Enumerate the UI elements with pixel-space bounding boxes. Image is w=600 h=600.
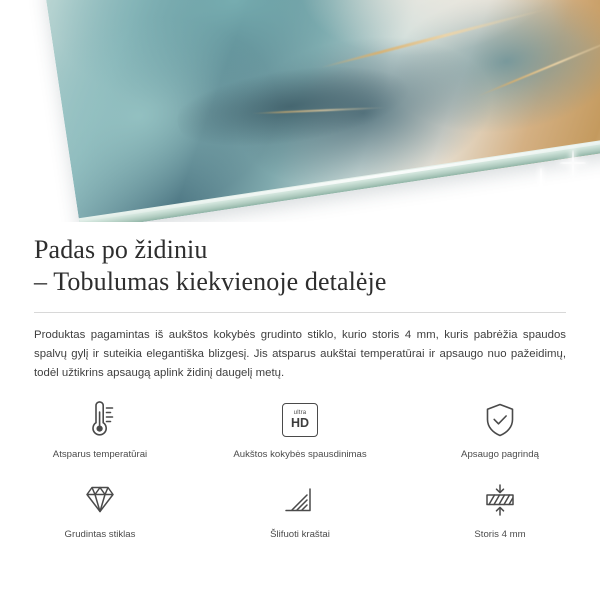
- headline-line-2: – Tobulumas kiekvienoje detalėje: [34, 267, 387, 296]
- feature-label: Atsparus temperatūrai: [52, 449, 148, 460]
- marble-dark-swirl: [169, 24, 468, 180]
- badge-top-text: ultra: [293, 410, 307, 417]
- content-block: [0, 222, 600, 383]
- feature-label: Storis 4 mm: [474, 529, 526, 540]
- glass-panel: [44, 0, 600, 222]
- sparkle-icon: [548, 196, 566, 214]
- feature-item-surface-protection: [400, 398, 600, 478]
- description-text: Produktas pagamintas iš aukštos kokybės grudinto stiklo, kurio storis 4 mm, kuris pabrėžia spaudos spalvų gylį ir suteikia elegantiška blizgesį. Jis atsparus aukštai temperatūrai ir apsaugo nuo pažeidimų, todėl užtikrins apsaugą aplink židinį daugelį metų.: [34, 329, 566, 379]
- gold-vein: [476, 34, 600, 98]
- sparkle-icon: [520, 168, 562, 210]
- polished-edge-icon: [280, 478, 320, 522]
- feature-label: Šlifuoti kraštai: [270, 529, 330, 540]
- thickness-arrows-icon: [480, 478, 520, 522]
- feature-item-print-quality: [200, 398, 400, 478]
- ultra-hd-badge-icon: [282, 398, 318, 442]
- headline-line-1: Padas po židiniu: [34, 235, 208, 264]
- hero-image: [0, 0, 600, 222]
- feature-label: Apsaugo pagrindą: [461, 449, 539, 460]
- badge-main-text: HD: [290, 416, 310, 431]
- thermometer-icon: [83, 398, 117, 442]
- feature-label: Grudintas stiklas: [64, 529, 136, 540]
- feature-label: Aukštos kokybės spausdinimas: [233, 449, 367, 460]
- shield-check-icon: [482, 398, 518, 442]
- diamond-icon: [80, 478, 120, 522]
- feature-item-polished-edges: [200, 478, 400, 558]
- feature-item-tempered-glass: [0, 478, 200, 558]
- page-title: [0, 222, 600, 298]
- feature-item-thickness: [400, 478, 600, 558]
- feature-grid: [0, 398, 600, 558]
- feature-item-temperature: [0, 398, 200, 478]
